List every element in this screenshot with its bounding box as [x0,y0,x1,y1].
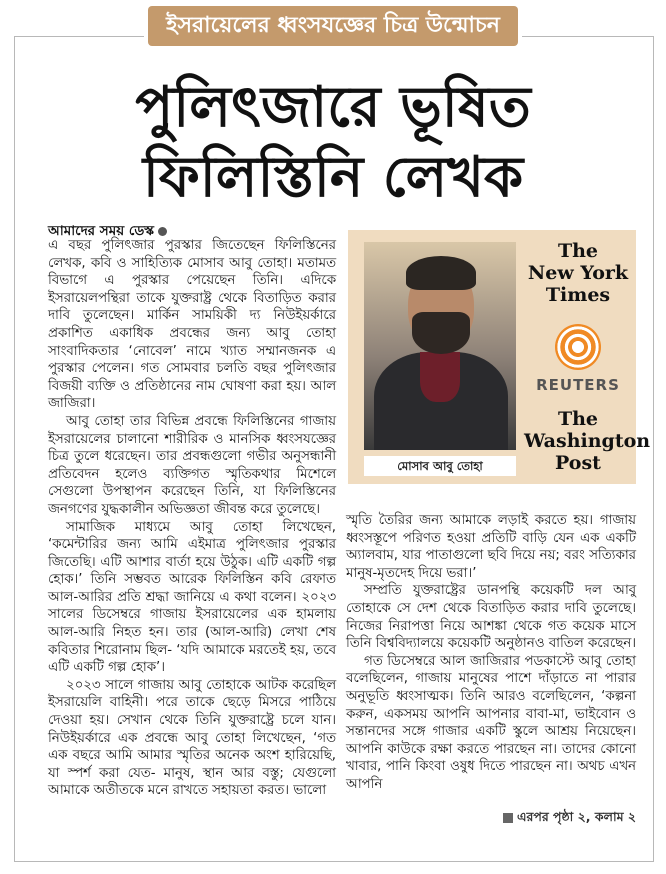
washington-post-logo [524,408,651,474]
paragraph: স্মৃতি তৈরির জন্য আমাকে লড়াই করতে হয়। গাজায় ধ্বংসস্তূপে পরিণত হওয়া প্রতিটি বাড়ি যেন এক একটি অ্যালবাম, যার পাতাগুলো ছবি দিয়ে নয়; বরং সত্যিকার মানুষ-মৃতদেহ দিয়ে ভরা।’ [346,513,636,581]
author-photo [364,242,516,450]
kicker-wrap [0,6,666,46]
nyt-logo-line: Times [545,284,611,306]
photo-caption: মোসাব আবু তোহা [364,456,516,476]
reuters-logo [524,324,632,394]
reuters-dots-icon [555,324,601,370]
nyt-logo [524,240,632,306]
byline-text: আমাদের সময় ডেস্ক [48,223,155,239]
kicker-banner: ইসরায়েলের ধ্বংসযজ্ঞের চিত্র উন্মোচন [148,6,518,46]
paragraph: এ বছর পুলিৎজার পুরস্কার জিতেছেন ফিলিস্তিনের লেখক, কবি ও সাহিত্যিক মোসাব আবু তোহা। মতামত বিভাগে এ পুরস্কার পেয়েছেন তিনি। এদিকে ইসরায়েলপন্থিরা তাকে যুক্তরাষ্ট্র থেকে বিতাড়িত করার দাবি তুলেছেন। মার্কিন সাময়িকী দ্য নিউইয়র্কারে প্রকাশিত একাধিক প্রবন্ধের জন্য আবু তোহা সাংবাদিকতার ‘নোবেল’ নামে খ্যাত সম্মানজনক এ পুরস্কার পেলেন। গত সোমবার চলতি বছর পুলিৎজার বিজয়ী ব্যক্তি ও প্রতিষ্ঠানের নাম ঘোষণা করা হয়। আল জাজিরা। [48,238,336,412]
photo-collar-shape [420,352,460,402]
headline-line-1: পুলিৎজারে ভূষিত [135,74,531,140]
nyt-logo-line: The [557,240,599,262]
photo-panel [348,230,651,484]
wapo-logo-line: Post [555,452,601,474]
wapo-logo-line: Washington [524,430,651,452]
bullet-icon [158,227,167,236]
photo-hair-shape [406,256,476,290]
paragraph: সামাজিক মাধ্যমে আবু তোহা লিখেছেন, ‘কমেন্টারির জন্য আমি এইমাত্র পুলিৎজার পুরস্কার জিতেছি। এটি আশার বার্তা হয়ে উঠুক। এটি একটি গল্প হোক।’ তিনি সম্ভবত আরেক ফিলিস্তিন কবি রেফাত আল-আরির প্রতি শ্রদ্ধা জানিয়ে এ কথা বলেন। ২০২৩ সালের ডিসেম্বরে গাজায় ইসরায়েলের এক হামলায় আল-আরি নিহত হন। তার (আল-আরি) লেখা শেষ কবিতার শিরোনাম ছিল- ‘যদি আমাকে মরতেই হয়, তবে এটি একটি গল্প হোক’। [48,519,336,676]
continued-text: এরপর পৃষ্ঠা ২, কলাম ২ [516,809,636,824]
wapo-logo-line: The [557,408,599,430]
paragraph: ২০২৩ সালে গাজায় আবু তোহাকে আটক করেছিল ইসরায়েলি বাহিনী। পরে তাকে ছেড়ে মিসরে পাঠিয়ে দেওয়া হয়। সেখান থেকে তিনি যুক্তরাষ্ট্রে চলে যান। নিউইয়র্কারে এক প্রবন্ধে আবু তোহা লিখেছেন, ‘গত এক বছরে আমি আমার স্মৃতির অনেক অংশ হারিয়েছি, যা স্পর্শ করা যেত- মানুষ, স্থান আর বস্তু; যেগুলো আমাকে অতীতকে মনে রাখতে সহায়তা করত। ভালো [48,677,336,799]
article-column-left [48,237,336,800]
nyt-logo-line: New York [527,262,629,284]
paragraph: গত ডিসেম্বরে আল জাজিরার পডকাস্টে আবু তোহা বলেছিলেন, গাজায় মানুষের পাশে দাঁড়াতে না পারার অনুভূতি ধ্বংসাত্মক। তিনি আরও বলেছিলেন, ‘কল্পনা করুন, একসময় আপনি আপনার বাবা-মা, ভাইবোন ও সন্তানদের সঙ্গে গাজার একটি স্কুলে আশ্রয় নিয়েছেন। আপনি কাউকে রক্ষা করতে পারছেন না। তাদের কোনো খাবার, পানি কিংবা ওষুধ দিতে পারছেন না। অথচ এখন আপনি [346,653,636,792]
paragraph: আবু তোহা তার বিভিন্ন প্রবন্ধে ফিলিস্তিনের গাজায় ইসরায়েলের চালানো শারীরিক ও মানসিক ধ্বংসযজ্ঞের চিত্র তুলে ধরেছেন। তার প্রবন্ধগুলো গভীর অনুসন্ধানী প্রতিবেদন হলেও ব্যক্তিগত স্মৃতিকথার মিশেলে সেগুলো উপস্থাপন করেছেন তিনি, যা ফিলিস্তিনের জনগণের যুদ্ধকালীন অভিজ্ঞতা জীবন্ত করে তুলেছে। [48,413,336,517]
photo-beard-shape [412,312,470,354]
paragraph: সম্প্রতি যুক্তরাষ্ট্রের ডানপন্থি কয়েকটি দল আবু তোহাকে সে দেশ থেকে বিতাড়িত করার দাবি তুলেছে। নিজের নিরাপত্তা নিয়ে আশঙ্কা থেকে গত কয়েক মাসে তিনি বিশ্ববিদ্যালয়ে কয়েকটি অনুষ্ঠানও বাতিল করেছেন। [346,583,636,652]
square-bullet-icon [503,813,513,823]
continued-jump[interactable] [503,809,636,829]
article-column-right [346,512,636,794]
headline-line-2: ফিলিস্তিনি লেখক [142,144,524,210]
reuters-wordmark: REUTERS [536,376,620,394]
